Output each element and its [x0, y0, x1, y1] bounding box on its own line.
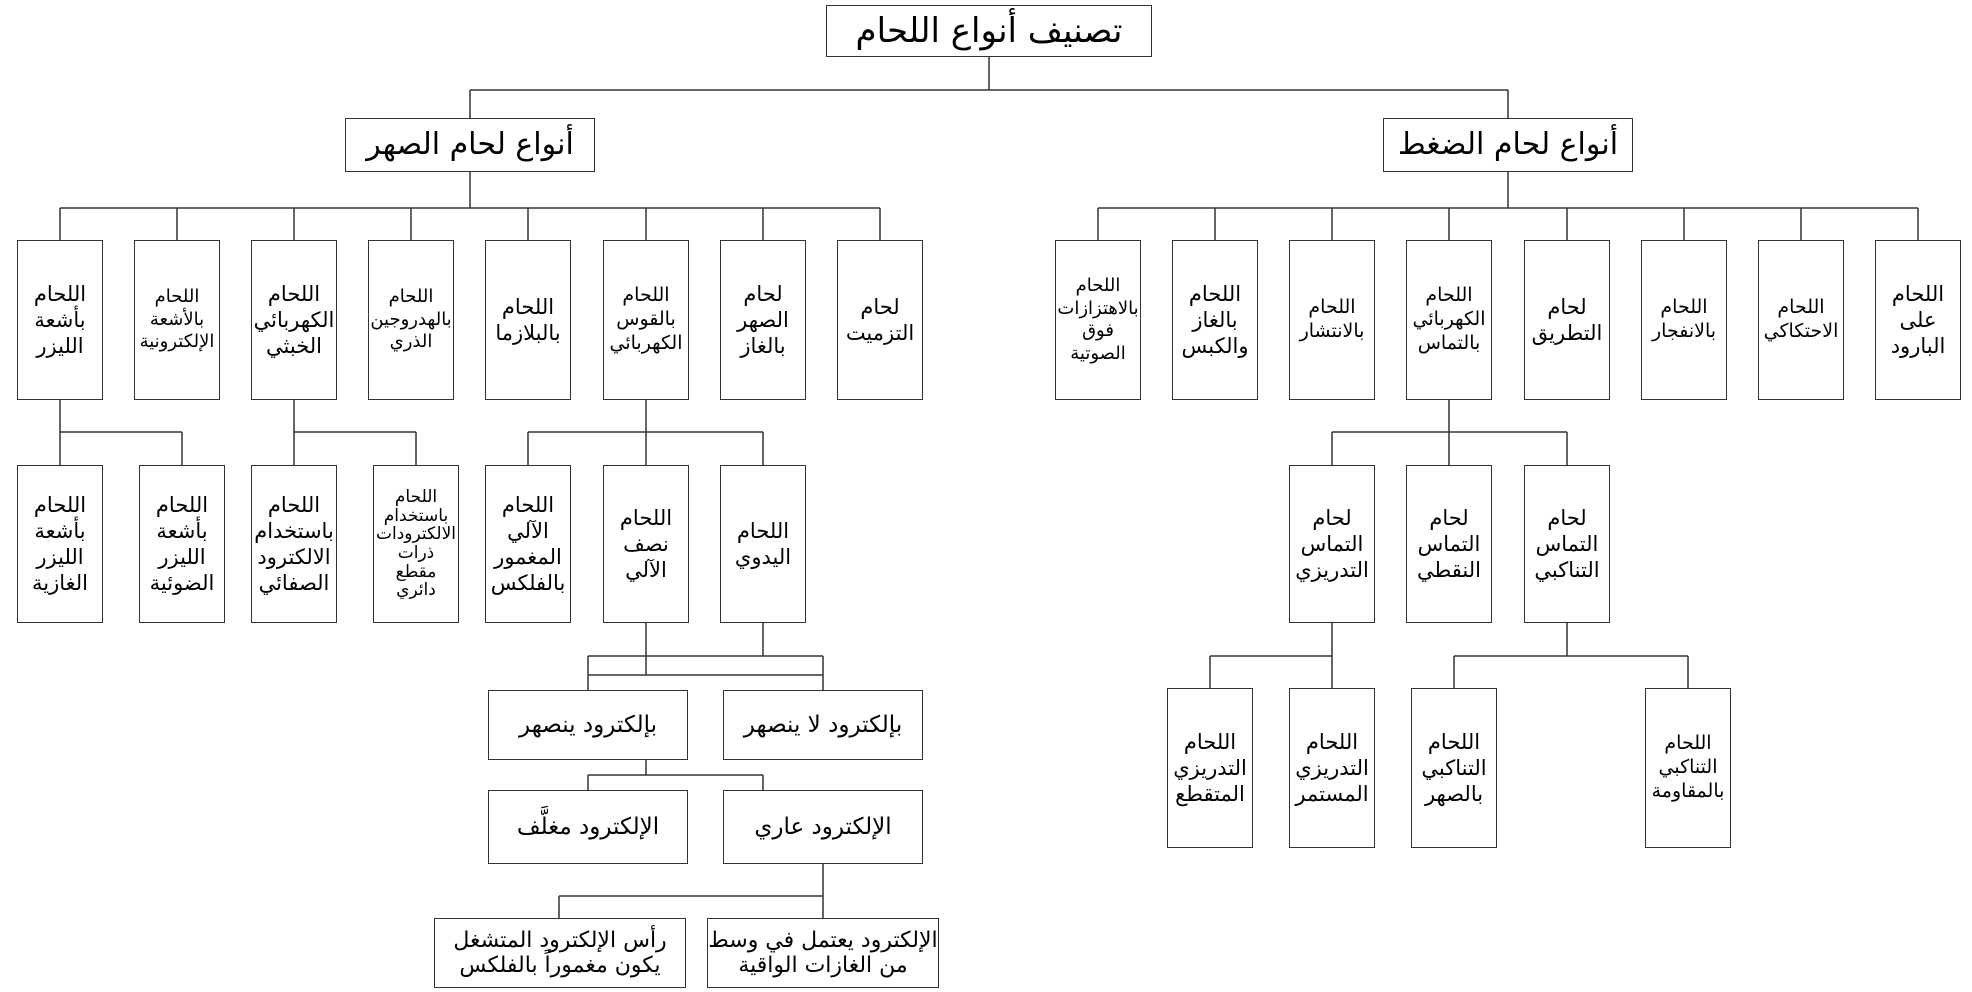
- pressure-type-diffusion: اللحام بالانتشار: [1289, 240, 1375, 400]
- fusion-type-electric-arc: اللحام بالقوس الكهربائي: [603, 240, 689, 400]
- spot-contact-node: لحام التماس النقطي: [1406, 465, 1492, 623]
- submerged-flux-electrode-node: رأس الإلكترود المتشغل يكون مغموراً بالفلكس: [434, 918, 686, 988]
- pressure-type-resistance: اللحام الكهربائي بالتماس: [1406, 240, 1492, 400]
- fusion-type-electroslag: اللحام الكهربائي الخبثي: [251, 240, 337, 400]
- seam-continuous-node: اللحام التدريزي المستمر: [1289, 688, 1375, 848]
- diagram-title: تصنيف أنواع اللحام: [826, 5, 1152, 57]
- pressure-type-friction: اللحام الاحتكاكي: [1758, 240, 1844, 400]
- fusion-type-plasma: اللحام بالبلازما: [485, 240, 571, 400]
- fusion-type-laser: اللحام بأشعة الليزر: [17, 240, 103, 400]
- bare-electrode-node: الإلكترود عاري: [723, 790, 923, 864]
- pressure-type-explosion: اللحام بالانفجار: [1641, 240, 1727, 400]
- electroslag-plate-electrode-node: اللحام باستخدام الالكترود الصفائي: [251, 465, 337, 623]
- fusion-type-thermit: لحام التزميت: [837, 240, 923, 400]
- pressure-type-gas-press: اللحام بالغاز والكبس: [1172, 240, 1258, 400]
- laser-optical-node: اللحام بأشعة الليزر الضوئية: [139, 465, 225, 623]
- laser-gas-node: اللحام بأشعة الليزر الغازية: [17, 465, 103, 623]
- non-consumable-electrode-node: بإلكترود لا ينصهر: [723, 690, 923, 760]
- consumable-electrode-node: بإلكترود ينصهر: [488, 690, 688, 760]
- shielding-gas-electrode-node: الإلكترود يعتمل في وسط من الغازات الواقية: [707, 918, 939, 988]
- arc-automatic-submerged-node: اللحام الآلي المغمور بالفلكس: [485, 465, 571, 623]
- fusion-welding-node: أنواع لحام الصهر: [345, 118, 595, 172]
- fusion-type-atomic-hydrogen: اللحام بالهدروجين الذري: [368, 240, 454, 400]
- butt-contact-node: لحام التماس التناكبي: [1524, 465, 1610, 623]
- electroslag-round-electrode-node: اللحام باستخدام الالكترودات ذرات مقطع دائري: [373, 465, 459, 623]
- pressure-type-ultrasonic: اللحام بالاهتزازات فوق الصوتية: [1055, 240, 1141, 400]
- butt-resistance-node: اللحام التناكبي بالمقاومة: [1645, 688, 1731, 848]
- pressure-type-forge: لحام التطريق: [1524, 240, 1610, 400]
- arc-semi-automatic-node: اللحام نصف الآلي: [603, 465, 689, 623]
- pressure-welding-node: أنواع لحام الضغط: [1383, 118, 1633, 172]
- fusion-type-gas: لحام الصهر بالغاز: [720, 240, 806, 400]
- arc-manual-node: اللحام اليدوي: [720, 465, 806, 623]
- seam-intermittent-node: اللحام التدريزي المتقطع: [1167, 688, 1253, 848]
- fusion-type-electron-beam: اللحام بالأشعة الإلكترونية: [134, 240, 220, 400]
- seam-contact-node: لحام التماس التدريزي: [1289, 465, 1375, 623]
- butt-flash-node: اللحام التناكبي بالصهر: [1411, 688, 1497, 848]
- pressure-type-gunpowder: اللحام على البارود: [1875, 240, 1961, 400]
- coated-electrode-node: الإلكترود مغلَّف: [488, 790, 688, 864]
